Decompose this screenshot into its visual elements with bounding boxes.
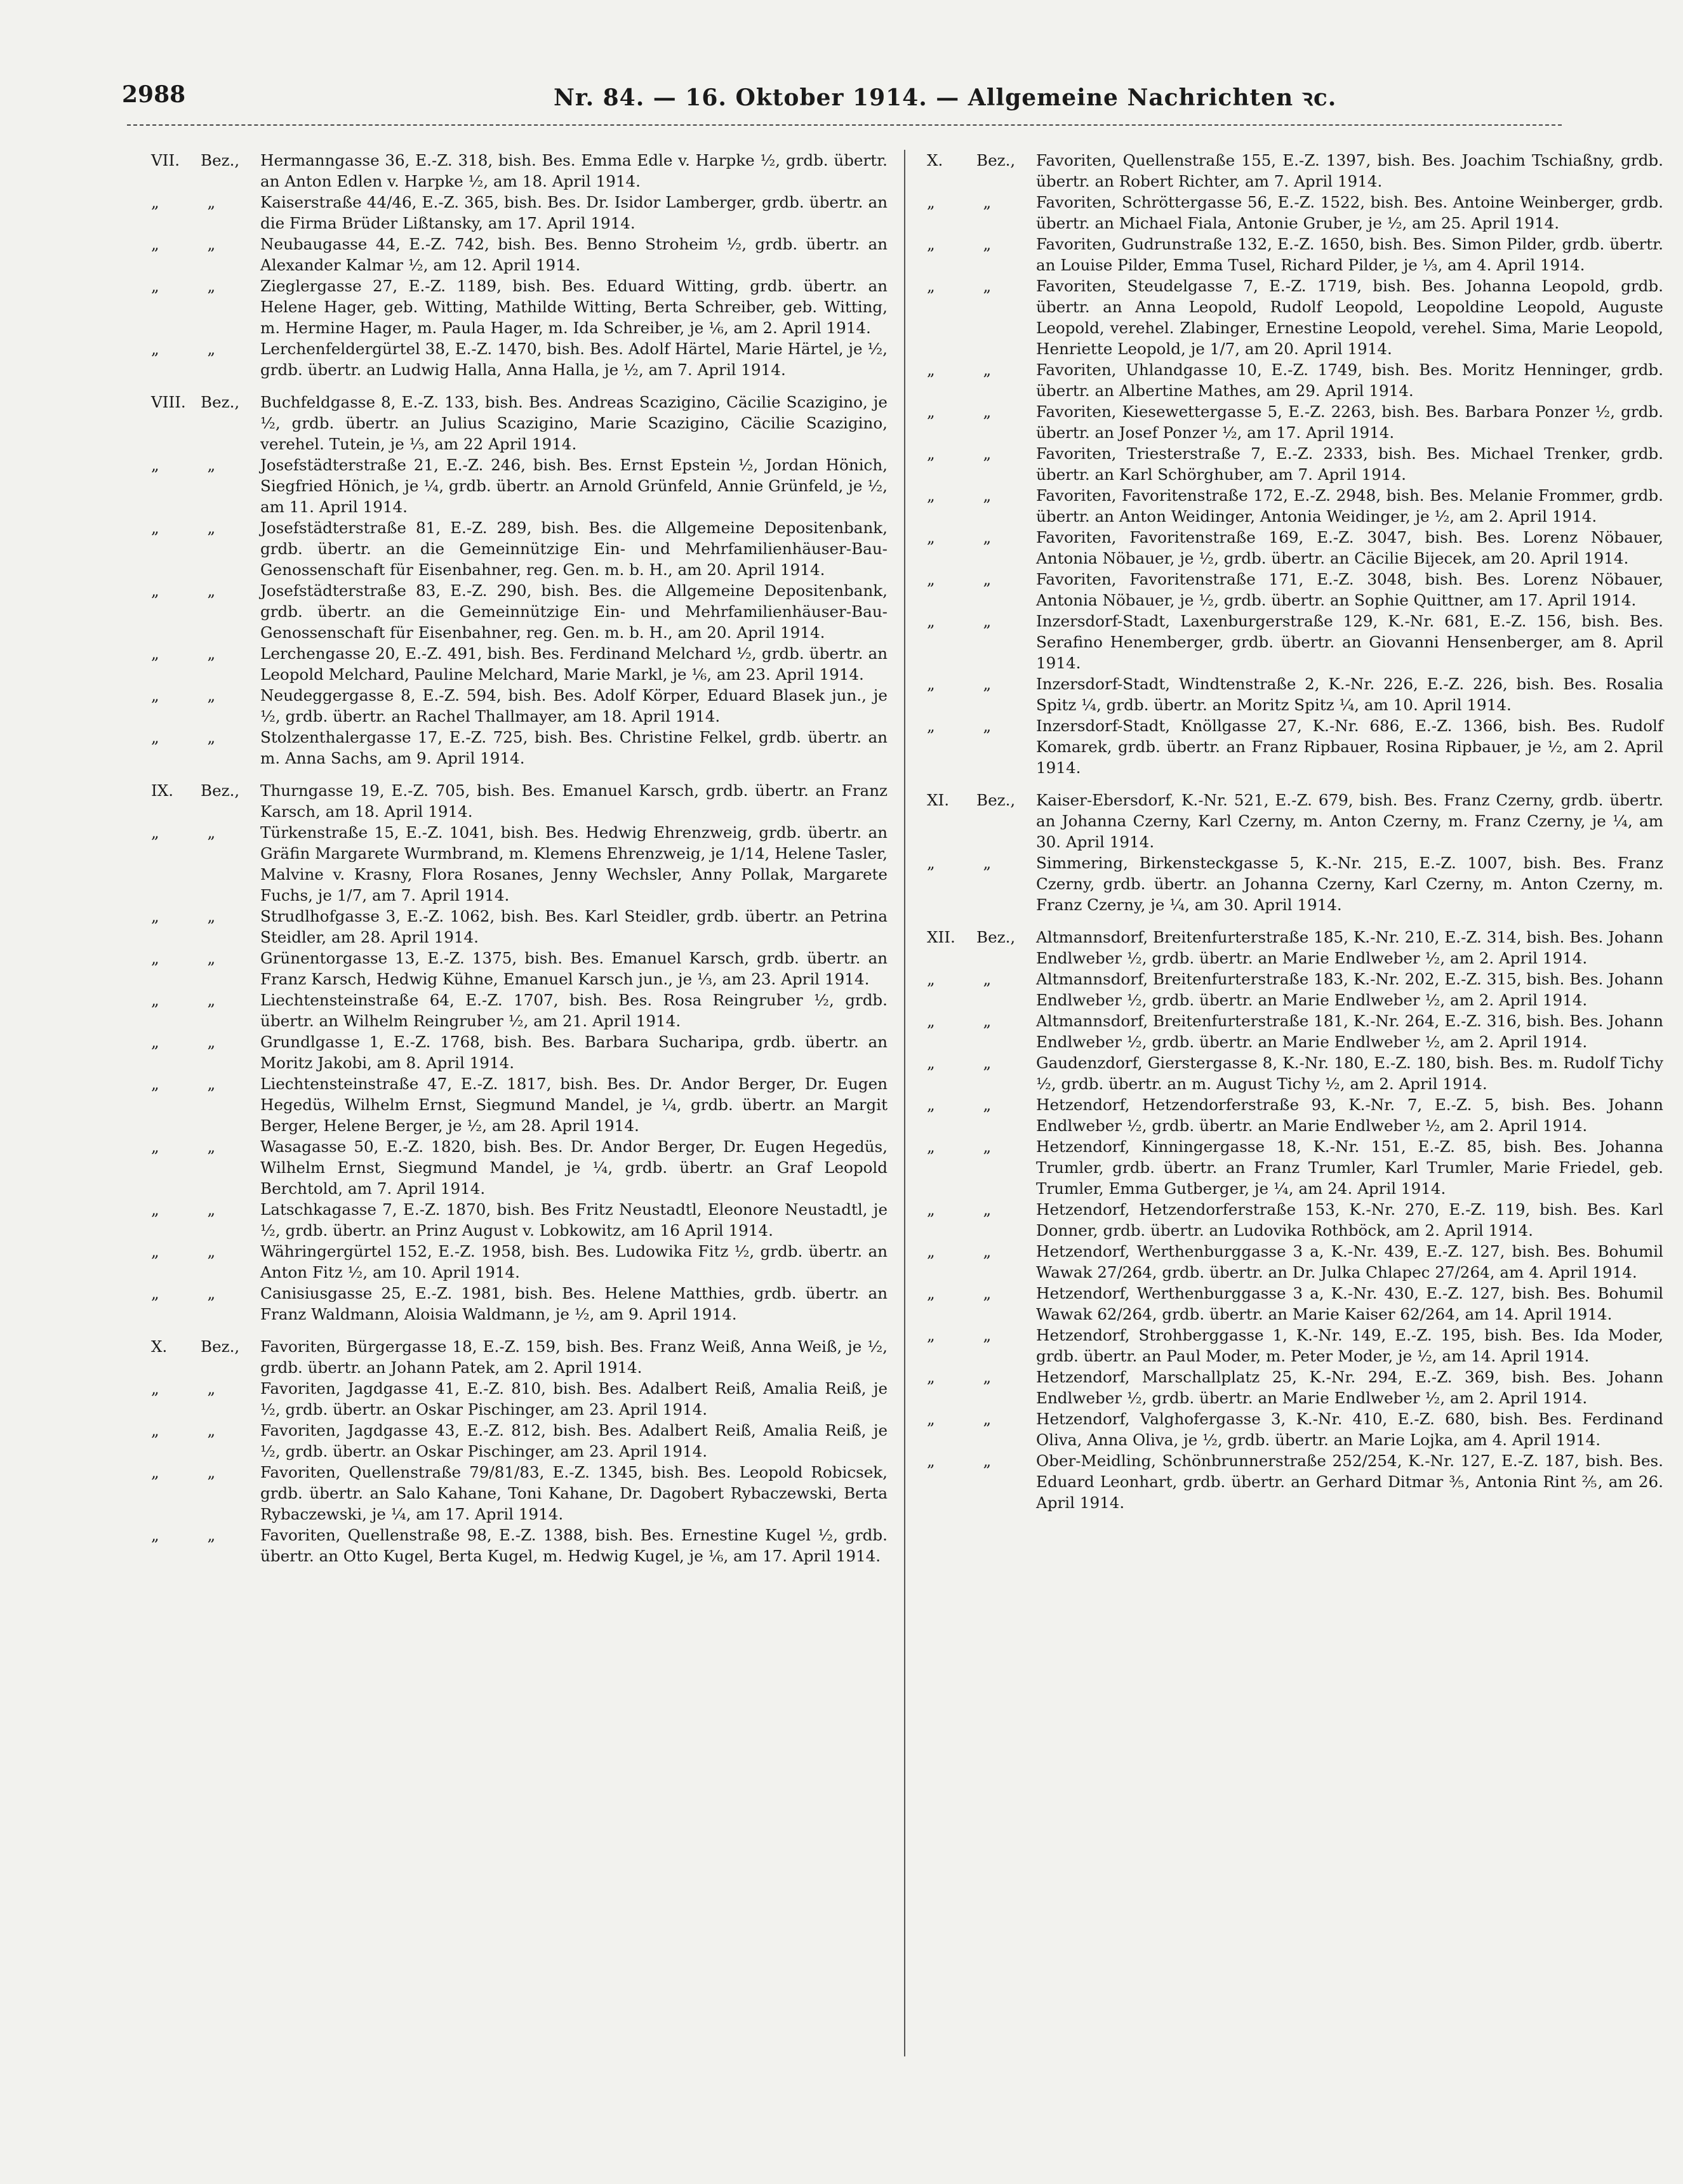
entry-text: Hetzendorf, Kinningergasse 18, K.-Nr. 151, E.-Z. 85, bish. Bes. Johanna Trumler, grdb. übertr. an Franz Trumler, Karl Trumler, Marie Friedel, geb. Trumler, Emma Gutberger, je ¼, am 24. April 1914. xyxy=(1036,1137,1663,1198)
register-entry xyxy=(927,1241,1663,1283)
page-title: Nr. 84. — 16. Oktober 1914. — Allgemeine Nachrichten ꝛc. xyxy=(554,84,1337,111)
district-number: X. xyxy=(927,151,943,169)
ditto-marks: „ „ xyxy=(927,277,1013,295)
ditto-marks: „ „ xyxy=(151,235,237,253)
entry-text: Hermanngasse 36, E.-Z. 318, bish. Bes. Emma Edle v. Harpke ½, grdb. übertr. an Anton Edlen v. Harpke ½, am 18. April 1914. xyxy=(260,151,888,190)
entry-text: Hetzendorf, Valghofergasse 3, K.-Nr. 410, E.-Z. 680, bish. Bes. Ferdinand Oliva, Anna Oliva, je ½, grdb. übertr. an Marie Lojka, am 4. April 1914. xyxy=(1036,1410,1663,1449)
register-entry xyxy=(927,150,1663,192)
register-entry xyxy=(151,580,888,643)
ditto-marks: „ „ xyxy=(927,1410,1013,1428)
ditto-marks: „ „ xyxy=(151,1242,237,1261)
entry-text: Liechtensteinstraße 47, E.-Z. 1817, bish. Bes. Dr. Andor Berger, Dr. Eugen Hegedüs, Wilhelm Ernst, Siegmund Mandel, je ¼, grdb. übertr. an Margit Berger, Helene Berger, je ½, am 28. April 1914. xyxy=(260,1075,888,1135)
ditto-marks: „ „ xyxy=(151,728,237,746)
district-number: XII. xyxy=(927,928,955,946)
register-entry xyxy=(151,454,888,517)
entry-text: Favoriten, Steudelgasse 7, E.-Z. 1719, bish. Bes. Johanna Leopold, grdb. übertr. an Anna Leopold, Rudolf Leopold, Leopoldine Leopold, Auguste Leopold, verehel. Zlabinger, Ernestine Leopold, verehel. Sima, Marie Leopold, Henriette Leopold, je 1/7, am 20. April 1914. xyxy=(1036,277,1663,358)
district-label xyxy=(927,927,1022,948)
register-entry xyxy=(151,392,888,454)
register-entry xyxy=(927,275,1663,359)
register-entry xyxy=(151,1283,888,1325)
entry-text: Favoriten, Gudrunstraße 132, E.-Z. 1650, bish. Bes. Simon Pilder, grdb. übertr. an Louise Pilder, Emma Tusel, Richard Pilder, je ⅓, am 4. April 1914. xyxy=(1036,235,1663,274)
ditto-marks: „ „ xyxy=(151,907,237,925)
register-entry xyxy=(151,685,888,727)
entry-text: Favoriten, Jagdgasse 43, E.-Z. 812, bish. Bes. Adalbert Reiß, Amalia Reiß, je ½, grdb. übertr. an Oskar Pischinger, am 23. April 1914. xyxy=(260,1421,888,1460)
register-entry xyxy=(151,780,888,822)
ditto-marks: „ „ xyxy=(151,1463,237,1481)
register-entry xyxy=(151,643,888,685)
district-number: X. xyxy=(151,1337,168,1356)
ditto-marks: „ „ xyxy=(927,854,1013,872)
ditto-marks: „ „ xyxy=(151,949,237,967)
register-entry xyxy=(151,338,888,380)
entry-text: Kaiserstraße 44/46, E.-Z. 365, bish. Bes. Dr. Isidor Lamberger, grdb. übertr. an die Firma Brüder Lißtansky, am 17. April 1914. xyxy=(260,193,888,232)
entry-text: Canisiusgasse 25, E.-Z. 1981, bish. Bes. Helene Matthies, grdb. übertr. an Franz Waldmann, Aloisia Waldmann, je ½, am 9. April 1914. xyxy=(260,1284,888,1323)
ditto-marks: „ „ xyxy=(927,402,1013,421)
right-column xyxy=(927,150,1663,2054)
entry-text: Favoriten, Schröttergasse 56, E.-Z. 1522, bish. Bes. Antoine Weinberger, grdb. übertr. an Michael Fiala, Antonie Gruber, je ½, am 25. April 1914. xyxy=(1036,193,1663,232)
entry-text: Wasagasse 50, E.-Z. 1820, bish. Bes. Dr. Andor Berger, Dr. Eugen Hegedüs, Wilhelm Ernst, Siegmund Mandel, je ¼, grdb. übertr. an Graf Leopold Berchtold, am 7. April 1914. xyxy=(260,1137,888,1198)
district-label xyxy=(927,790,1022,811)
entry-text: Josefstädterstraße 83, E.-Z. 290, bish. Bes. die Allgemeine Depositenbank, grdb. übertr. an die Gemeinnützige Ein- und Mehrfamilienhäuser-Bau-Genossenschaft für Eisenbahner, reg. Gen. m. b. H., am 20. April 1914. xyxy=(260,581,888,642)
entry-text: Zieglergasse 27, E.-Z. 1189, bish. Bes. Eduard Witting, grdb. übertr. an Helene Hager, geb. Witting, Mathilde Witting, Berta Schreiber, geb. Witting, m. Hermine Hager, m. Paula Hager, m. Ida Schreiber, je ⅙, am 2. April 1914. xyxy=(260,277,888,337)
entry-text: Neudeggergasse 8, E.-Z. 594, bish. Bes. Adolf Körper, Eduard Blasek jun., je ½, grdb. übertr. an Rachel Thallmayer, am 18. April 1914. xyxy=(260,686,888,725)
district-number: XI. xyxy=(927,791,950,809)
column-divider xyxy=(904,150,905,2056)
entry-text: Grundlgasse 1, E.-Z. 1768, bish. Bes. Barbara Sucharipa, grdb. übertr. an Moritz Jakobi, am 8. April 1914. xyxy=(260,1033,888,1072)
register-entry xyxy=(927,927,1663,969)
page-number: 2988 xyxy=(122,81,186,108)
ditto-marks: „ „ xyxy=(151,581,237,600)
register-entry xyxy=(151,517,888,580)
entry-text: Favoriten, Quellenstraße 98, E.-Z. 1388, bish. Bes. Ernestine Kugel ½, grdb. übertr. an Otto Kugel, Berta Kugel, m. Hedwig Kugel, je ⅙, am 17. April 1914. xyxy=(260,1526,888,1565)
ditto-marks: „ „ xyxy=(927,1200,1013,1219)
ditto-marks: „ „ xyxy=(151,1284,237,1302)
header-rule xyxy=(127,124,1562,126)
ditto-marks: „ „ xyxy=(151,1526,237,1544)
ditto-marks: „ „ xyxy=(151,1421,237,1439)
bezirk-label: Bez., xyxy=(201,1337,240,1356)
register-entry xyxy=(927,485,1663,527)
entry-text: Neubaugasse 44, E.-Z. 742, bish. Bes. Benno Stroheim ½, grdb. übertr. an Alexander Kalmar ½, am 12. April 1914. xyxy=(260,235,888,274)
entry-text: Buchfeldgasse 8, E.-Z. 133, bish. Bes. Andreas Scazigino, Cäcilie Scazigino, je ½, grdb. übertr. an Julius Scazigino, Marie Scazigino, Cäcilie Scazigino, verehel. Tutein, je ⅓, am 22 April 1914. xyxy=(260,393,888,453)
entry-text: Liechtensteinstraße 64, E.-Z. 1707, bish. Bes. Rosa Reingruber ½, grdb. übertr. an Wilhelm Reingruber ½, am 21. April 1914. xyxy=(260,991,888,1030)
ditto-marks: „ „ xyxy=(927,528,1013,546)
entry-text: Favoriten, Jagdgasse 41, E.-Z. 810, bish. Bes. Adalbert Reiß, Amalia Reiß, je ½, grdb. übertr. an Oskar Pischinger, am 23. April 1914. xyxy=(260,1379,888,1419)
district-number: IX. xyxy=(151,781,174,800)
register-entry xyxy=(927,527,1663,569)
entry-text: Kaiser-Ebersdorf, K.-Nr. 521, E.-Z. 679, bish. Bes. Franz Czerny, grdb. übertr. an Johanna Czerny, Karl Czerny, m. Anton Czerny, m. Franz Czerny, je ¼, am 30. April 1914. xyxy=(1036,791,1663,851)
ditto-marks: „ „ xyxy=(151,823,237,842)
register-entry xyxy=(927,1408,1663,1450)
entry-text: Altmannsdorf, Breitenfurterstraße 183, K.-Nr. 202, E.-Z. 315, bish. Bes. Johann Endlweber ½, grdb. übertr. an Marie Endlweber ½, am 2. April 1914. xyxy=(1036,970,1663,1009)
register-entry xyxy=(151,906,888,948)
entry-text: Gaudenzdorf, Gierstergasse 8, K.-Nr. 180, E.-Z. 180, bish. Bes. m. Rudolf Tichy ½, grdb. übertr. an m. August Tichy ½, am 2. April 1914. xyxy=(1036,1054,1663,1093)
entry-text: Inzersdorf-Stadt, Laxenburgerstraße 129, K.-Nr. 681, E.-Z. 156, bish. Bes. Serafino Henemberger, grdb. übertr. an Giovanni Hensenberger, am 8. April 1914. xyxy=(1036,612,1663,672)
ditto-marks: „ „ xyxy=(927,1242,1013,1261)
register-entry xyxy=(927,1283,1663,1325)
entry-text: Favoriten, Favoritenstraße 172, E.-Z. 2948, bish. Bes. Melanie Frommer, grdb. übertr. an Anton Weidinger, Antonia Weidinger, je ½, am 2. April 1914. xyxy=(1036,486,1663,526)
ditto-marks: „ „ xyxy=(927,1368,1013,1386)
register-entry xyxy=(927,1136,1663,1199)
register-entry xyxy=(151,275,888,338)
district-number: VIII. xyxy=(151,393,186,411)
entry-text: Türkenstraße 15, E.-Z. 1041, bish. Bes. Hedwig Ehrenzweig, grdb. übertr. an Gräfin Margarete Wurmbrand, m. Klemens Ehrenzweig, je 1/14, Helene Tasler, Malvine v. Krasny, Flora Rosanes, Jenny Wechsler, Anny Pollak, Margarete Fuchs, je 1/7, am 7. April 1914. xyxy=(260,823,888,904)
register-entry xyxy=(927,852,1663,915)
register-entry xyxy=(927,790,1663,852)
entry-text: Favoriten, Quellenstraße 155, E.-Z. 1397, bish. Bes. Joachim Tschiaßny, grdb. übertr. an Robert Richter, am 7. April 1914. xyxy=(1036,151,1663,190)
ditto-marks: „ „ xyxy=(927,1012,1013,1030)
entry-text: Favoriten, Favoritenstraße 171, E.-Z. 3048, bish. Bes. Lorenz Nöbauer, Antonia Nöbauer, je ½, grdb. übertr. an Sophie Quittner, am 17. April 1914. xyxy=(1036,570,1663,609)
register-entry xyxy=(927,1010,1663,1052)
entry-text: Josefstädterstraße 81, E.-Z. 289, bish. Bes. die Allgemeine Depositenbank, grdb. übertr. an die Gemeinnützige Ein- und Mehrfamilienhäuser-Bau-Genossenschaft für Eisenbahner, reg. Gen. m. b. H., am 20. April 1914. xyxy=(260,519,888,579)
ditto-marks: „ „ xyxy=(151,193,237,211)
ditto-marks: „ „ xyxy=(151,519,237,537)
page-header xyxy=(122,81,1569,117)
ditto-marks: „ „ xyxy=(927,1137,1013,1156)
entry-text: Inzersdorf-Stadt, Knöllgasse 27, K.-Nr. 686, E.-Z. 1366, bish. Bes. Rudolf Komarek, grdb. übertr. an Franz Ripbauer, Rosina Ripbauer, je ½, am 2. April 1914. xyxy=(1036,717,1663,777)
register-entry xyxy=(927,1199,1663,1241)
bezirk-label: Bez., xyxy=(201,151,240,169)
register-entry xyxy=(927,1094,1663,1136)
ditto-marks: „ „ xyxy=(151,1379,237,1398)
ditto-marks: „ „ xyxy=(927,612,1013,630)
register-entry xyxy=(151,1199,888,1241)
ditto-marks: „ „ xyxy=(927,444,1013,463)
entry-text: Hetzendorf, Hetzendorferstraße 93, K.-Nr. 7, E.-Z. 5, bish. Bes. Johann Endlweber ½, grdb. übertr. an Marie Endlweber ½, am 2. April 1914. xyxy=(1036,1095,1663,1135)
register-entry xyxy=(927,1325,1663,1367)
register-entry xyxy=(151,1525,888,1566)
entry-text: Inzersdorf-Stadt, Windtenstraße 2, K.-Nr. 226, E.-Z. 226, bish. Bes. Rosalia Spitz ¼, grdb. übertr. an Moritz Spitz ¼, am 10. April 1914. xyxy=(1036,675,1663,714)
ditto-marks: „ „ xyxy=(151,456,237,474)
ditto-marks: „ „ xyxy=(927,1284,1013,1302)
entry-text: Latschkagasse 7, E.-Z. 1870, bish. Bes Fritz Neustadtl, Eleonore Neustadtl, je ½, grdb. übertr. an Prinz August v. Lobkowitz, am 16 April 1914. xyxy=(260,1200,888,1240)
entry-text: Lerchengasse 20, E.-Z. 491, bish. Bes. Ferdinand Melchard ½, grdb. übertr. an Leopold Melchard, Pauline Melchard, Marie Markl, je ⅙, am 23. April 1914. xyxy=(260,644,888,684)
ditto-marks: „ „ xyxy=(151,277,237,295)
entry-text: Strudlhofgasse 3, E.-Z. 1062, bish. Bes. Karl Steidler, grdb. übertr. an Petrina Steidler, am 28. April 1914. xyxy=(260,907,888,946)
bezirk-label: Bez., xyxy=(976,151,1016,169)
bezirk-label: Bez., xyxy=(201,781,240,800)
register-entry xyxy=(151,989,888,1031)
register-entry xyxy=(151,1136,888,1199)
ditto-marks: „ „ xyxy=(927,570,1013,588)
register-entry xyxy=(151,192,888,234)
left-column xyxy=(151,150,888,2054)
entry-text: Hetzendorf, Werthenburggasse 3 a, K.-Nr. 430, E.-Z. 127, bish. Bes. Bohumil Wawak 62/264, grdb. übertr. an Marie Kaiser 62/264, am 14. April 1914. xyxy=(1036,1284,1663,1323)
register-entry xyxy=(151,1462,888,1525)
district-label xyxy=(151,780,246,801)
entry-text: Favoriten, Quellenstraße 79/81/83, E.-Z. 1345, bish. Bes. Leopold Robicsek, grdb. übertr. an Salo Kahane, Toni Kahane, Dr. Dagobert Rybaczewski, Berta Rybaczewski, je ¼, am 17. April 1914. xyxy=(260,1463,888,1523)
register-entry xyxy=(927,969,1663,1010)
ditto-marks: „ „ xyxy=(927,193,1013,211)
ditto-marks: „ „ xyxy=(927,675,1013,693)
district-label xyxy=(151,1336,246,1357)
entry-text: Simmering, Birkensteckgasse 5, K.-Nr. 215, E.-Z. 1007, bish. Bes. Franz Czerny, grdb. übertr. an Johanna Czerny, Karl Czerny, m. Anton Czerny, m. Franz Czerny, je ¼, am 30. April 1914. xyxy=(1036,854,1663,914)
district-number: VII. xyxy=(151,151,180,169)
ditto-marks: „ „ xyxy=(927,1054,1013,1072)
ditto-marks: „ „ xyxy=(927,970,1013,988)
register-entry xyxy=(151,1336,888,1378)
entry-text: Thurngasse 19, E.-Z. 705, bish. Bes. Emanuel Karsch, grdb. übertr. an Franz Karsch, am 18. April 1914. xyxy=(260,781,888,821)
register-entry xyxy=(927,1450,1663,1513)
register-entry xyxy=(151,1073,888,1136)
entry-text: Favoriten, Bürgergasse 18, E.-Z. 159, bish. Bes. Franz Weiß, Anna Weiß, je ½, grdb. übertr. an Johann Patek, am 2. April 1914. xyxy=(260,1337,888,1377)
entry-text: Hetzendorf, Werthenburggasse 3 a, K.-Nr. 439, E.-Z. 127, bish. Bes. Bohumil Wawak 27/264, grdb. übertr. an Dr. Julka Chlapec 27/264, am 4. April 1914. xyxy=(1036,1242,1663,1281)
entry-text: Favoriten, Triesterstraße 7, E.-Z. 2333, bish. Bes. Michael Trenker, grdb. übertr. an Karl Schörghuber, am 7. April 1914. xyxy=(1036,444,1663,484)
ditto-marks: „ „ xyxy=(151,1137,237,1156)
entry-text: Stolzenthalergasse 17, E.-Z. 725, bish. Bes. Christine Felkel, grdb. übertr. an m. Anna Sachs, am 9. April 1914. xyxy=(260,728,888,767)
bezirk-label: Bez., xyxy=(976,791,1016,809)
register-entry xyxy=(927,359,1663,401)
register-entry xyxy=(927,401,1663,443)
register-entry xyxy=(927,234,1663,275)
ditto-marks: „ „ xyxy=(927,235,1013,253)
ditto-marks: „ „ xyxy=(151,686,237,705)
ditto-marks: „ „ xyxy=(151,1200,237,1219)
ditto-marks: „ „ xyxy=(151,1075,237,1093)
entry-text: Grünentorgasse 13, E.-Z. 1375, bish. Bes. Emanuel Karsch, grdb. übertr. an Franz Karsch, Hedwig Kühne, Emanuel Karsch jun., je ⅓, am 23. April 1914. xyxy=(260,949,888,988)
register-entry xyxy=(927,715,1663,778)
entry-text: Favoriten, Favoritenstraße 169, E.-Z. 3047, bish. Bes. Lorenz Nöbauer, Antonia Nöbauer, je ½, grdb. übertr. an Cäcilie Bijecek, am 20. April 1914. xyxy=(1036,528,1663,567)
entry-text: Altmannsdorf, Breitenfurterstraße 185, K.-Nr. 210, E.-Z. 314, bish. Bes. Johann Endlweber ½, grdb. übertr. an Marie Endlweber ½, am 2. April 1914. xyxy=(1036,928,1663,967)
register-entry xyxy=(927,1052,1663,1094)
entry-text: Favoriten, Uhlandgasse 10, E.-Z. 1749, bish. Bes. Moritz Henninger, grdb. übertr. an Albertine Mathes, am 29. April 1914. xyxy=(1036,361,1663,400)
register-entry xyxy=(151,150,888,192)
register-entry xyxy=(151,1241,888,1283)
ditto-marks: „ „ xyxy=(927,1095,1013,1114)
entry-text: Favoriten, Kiesewettergasse 5, E.-Z. 2263, bish. Bes. Barbara Ponzer ½, grdb. übertr. an Josef Ponzer ½, am 17. April 1914. xyxy=(1036,402,1663,442)
ditto-marks: „ „ xyxy=(151,1033,237,1051)
entry-text: Währingergürtel 152, E.-Z. 1958, bish. Bes. Ludowika Fitz ½, grdb. übertr. an Anton Fitz ½, am 10. April 1914. xyxy=(260,1242,888,1281)
ditto-marks: „ „ xyxy=(927,1452,1013,1470)
register-entry xyxy=(927,1367,1663,1408)
register-entry xyxy=(151,1378,888,1420)
ditto-marks: „ „ xyxy=(927,717,1013,735)
register-entry xyxy=(927,611,1663,673)
district-label xyxy=(151,392,246,413)
entry-text: Hetzendorf, Strohberggasse 1, K.-Nr. 149, E.-Z. 195, bish. Bes. Ida Moder, grdb. übertr. an Paul Moder, m. Peter Moder, je ½, am 14. April 1914. xyxy=(1036,1326,1663,1365)
register-entry xyxy=(151,727,888,769)
district-label xyxy=(927,150,1022,171)
register-entry xyxy=(927,443,1663,485)
entry-text: Ober-Meidling, Schönbrunnerstraße 252/254, K.-Nr. 127, E.-Z. 187, bish. Bes. Eduard Leonhart, grdb. übertr. an Gerhard Ditmar ⅗, Antonia Rint ⅖, am 26. April 1914. xyxy=(1036,1452,1663,1512)
entry-text: Hetzendorf, Marschallplatz 25, K.-Nr. 294, E.-Z. 369, bish. Bes. Johann Endlweber ½, grdb. übertr. an Marie Endlweber ½, am 2. April 1914. xyxy=(1036,1368,1663,1407)
ditto-marks: „ „ xyxy=(927,1326,1013,1344)
entry-text: Josefstädterstraße 21, E.-Z. 246, bish. Bes. Ernst Epstein ½, Jordan Hönich, Siegfried Hönich, je ¼, grdb. übertr. an Arnold Grünfeld, Annie Grünfeld, je ½, am 11. April 1914. xyxy=(260,456,888,516)
ditto-marks: „ „ xyxy=(151,644,237,663)
ditto-marks: „ „ xyxy=(151,340,237,358)
register-entry xyxy=(151,1031,888,1073)
entry-text: Hetzendorf, Hetzendorferstraße 153, K.-Nr. 270, E.-Z. 119, bish. Bes. Karl Donner, grdb. übertr. an Ludovika Rothböck, am 2. April 1914. xyxy=(1036,1200,1663,1240)
register-entry xyxy=(927,569,1663,611)
ditto-marks: „ „ xyxy=(151,991,237,1009)
register-entry xyxy=(151,234,888,275)
bezirk-label: Bez., xyxy=(976,928,1016,946)
ditto-marks: „ „ xyxy=(927,486,1013,505)
district-label xyxy=(151,150,246,171)
entry-text: Lerchenfeldergürtel 38, E.-Z. 1470, bish. Bes. Adolf Härtel, Marie Härtel, je ½, grdb. übertr. an Ludwig Halla, Anna Halla, je ½, am 7. April 1914. xyxy=(260,340,888,379)
register-entry xyxy=(151,948,888,989)
bezirk-label: Bez., xyxy=(201,393,240,411)
ditto-marks: „ „ xyxy=(927,361,1013,379)
entry-text: Altmannsdorf, Breitenfurterstraße 181, K.-Nr. 264, E.-Z. 316, bish. Bes. Johann Endlweber ½, grdb. übertr. an Marie Endlweber ½, am 2. April 1914. xyxy=(1036,1012,1663,1051)
register-entry xyxy=(151,1420,888,1462)
register-entry xyxy=(927,192,1663,234)
register-entry xyxy=(151,822,888,906)
register-entry xyxy=(927,673,1663,715)
